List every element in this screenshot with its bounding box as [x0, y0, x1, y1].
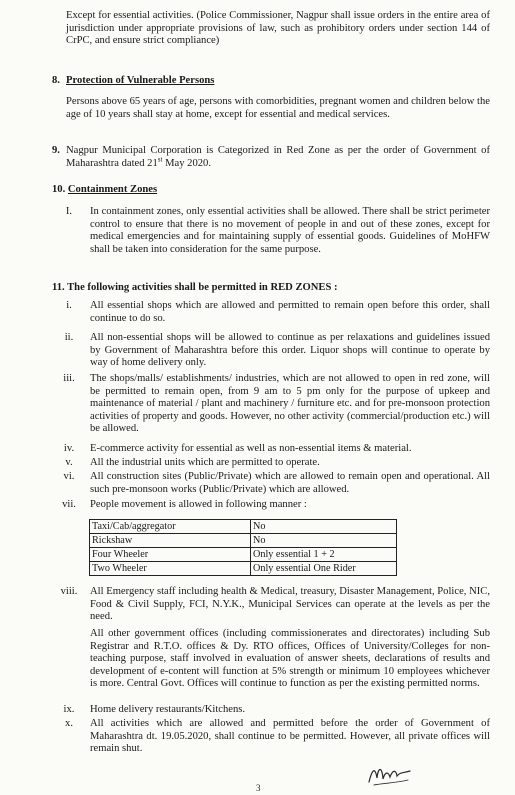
- section-9-text-a: Nagpur Municipal Corporation is Categorized in Red Zone as per the order of Government of Maharashtra dated 21: [66, 145, 490, 169]
- item-text: All the industrial units which are permitted to operate.: [90, 457, 320, 468]
- item-number: i.: [66, 300, 72, 311]
- section-11-title: 11. The following activities shall be permitted in RED ZONES: [52, 282, 332, 293]
- permission-cell: Only essential 1 + 2: [251, 548, 397, 562]
- permission-cell: Only essential One Rider: [251, 562, 397, 576]
- item-text: All non-essential shops will be allowed to continue as per relaxations and guidelines issued by Government of Maharashtra before this order. Liquor shops will continue to operate by way of home delivery only.: [90, 332, 490, 369]
- item-number: vi.: [63, 471, 75, 482]
- red-zone-item: [58, 718, 490, 756]
- table-row: [90, 562, 397, 576]
- section-9-text: [66, 145, 490, 170]
- item-text: The shops/malls/ establishments/ industries, which are not allowed to open in red zone, will be permitted to remain open, from 9 am to 5 pm only for the purpose of upkeep and maintenance of material / plant and machinery / furniture etc. and for pre-monsoon protection activities of property and goods. However, no other activity (commercial/production etc.) will be allowed.: [90, 373, 490, 435]
- item-number: ii.: [64, 332, 74, 343]
- intro-paragraph: [66, 10, 490, 48]
- section-number: 9.: [52, 145, 60, 156]
- red-zone-item: [58, 300, 490, 325]
- section-9-text-b: May 2020.: [162, 157, 212, 169]
- vehicle-cell: Two Wheeler: [90, 562, 251, 576]
- movement-table: [89, 519, 397, 576]
- item-text: E-commerce activity for essential as well as non-essential items & material.: [90, 443, 412, 454]
- section-8-body: [66, 96, 490, 121]
- section-8-text: Persons above 65 years of age, persons with comorbidities, pregnant women and children below the age of 10 years shall stay at home, except for essential and medical services.: [66, 96, 490, 120]
- item-text: All other government offices (including commissionerates and directorates) including Sub Registrar and R.T.O. offices & Dy. RTO offices, Offices of University/Colleges for non-teaching purpose, staff involved in evaluation of answer sheets, declarations of results and development of e-content will function at 5% strength or minimum 10 employees whichever is more. Central Govt. Offices will continue to function as per the existing permitted norms.: [90, 628, 490, 690]
- item-text: All activities which are allowed and permitted before the order of Government of Maharashtra dt. 19.05.2020, shall continue to be permitted. However, all private offices will remain shut.: [90, 718, 490, 755]
- item-number: iii.: [63, 373, 75, 384]
- item-number: v.: [65, 457, 73, 468]
- item-number: x.: [65, 718, 73, 729]
- item-number: ix.: [63, 704, 75, 715]
- section-9: [52, 145, 490, 170]
- red-zone-item: [58, 332, 490, 370]
- red-zone-item: [58, 443, 490, 456]
- section-11-heading: [52, 282, 338, 295]
- item-number: viii.: [60, 586, 78, 597]
- red-zone-item: [58, 373, 490, 436]
- section-title: Containment Zones: [67, 184, 158, 195]
- item-text: Home delivery restaurants/Kitchens.: [90, 704, 246, 715]
- item-text: People movement is allowed in following manner :: [90, 499, 307, 510]
- table-row: [90, 520, 397, 534]
- ordinal-suffix: st: [157, 155, 163, 164]
- section-8-heading: [52, 75, 214, 88]
- containment-item: [58, 206, 490, 256]
- red-zone-item: [58, 586, 490, 624]
- heading-colon: :: [331, 282, 338, 293]
- item-number: iv.: [63, 443, 75, 454]
- item-text: All Emergency staff including health & Medical, treasury, Disaster Management, Police, NIC, Food & Civil Supply, FCI, N.Y.K., Municipal Services can operate at the levels as per the need.: [90, 586, 490, 623]
- item-text: All essential shops which are allowed and permitted to remain open before this order, shall continue to do so.: [90, 300, 490, 324]
- red-zone-item: [58, 628, 490, 691]
- vehicle-cell: Rickshaw: [90, 534, 251, 548]
- permission-cell: No: [251, 534, 397, 548]
- intro-text: Except for essential activities. (Police Commissioner, Nagpur shall issue orders in the entire area of jurisdiction under appropriate provisions of law, such as prohibitory orders under section 144 of CrPC, and ensure strict compliance): [66, 10, 490, 47]
- red-zone-item: [58, 499, 490, 512]
- red-zone-item: [58, 704, 490, 717]
- vehicle-cell: Taxi/Cab/aggregator: [90, 520, 251, 534]
- section-number: 10.: [52, 184, 66, 195]
- red-zone-item: [58, 471, 490, 496]
- item-text: All construction sites (Public/Private) which are allowed to remain open and operational. All such pre-monsoon works (Public/Private) which are allowed.: [90, 471, 490, 495]
- table-row: [90, 548, 397, 562]
- item-number: vii.: [62, 499, 76, 510]
- vehicle-cell: Four Wheeler: [90, 548, 251, 562]
- section-title: Protection of Vulnerable Persons: [66, 75, 215, 86]
- item-text: In containment zones, only essential activities shall be allowed. There shall be strict perimeter control to ensure that there is no movement of people in and out of these zones, except for medical emergencies and for maintaining supply of essential goods. Guidelines of MoHFW shall be taken into consideration for the same purpose.: [90, 206, 490, 255]
- item-number: I.: [65, 206, 73, 217]
- signature-mark: [366, 760, 414, 788]
- page-number: 3: [256, 783, 261, 793]
- table-row: [90, 534, 397, 548]
- red-zone-item: [58, 457, 490, 470]
- section-10-heading: [52, 184, 157, 197]
- permission-cell: No: [251, 520, 397, 534]
- section-number: 8.: [52, 75, 60, 86]
